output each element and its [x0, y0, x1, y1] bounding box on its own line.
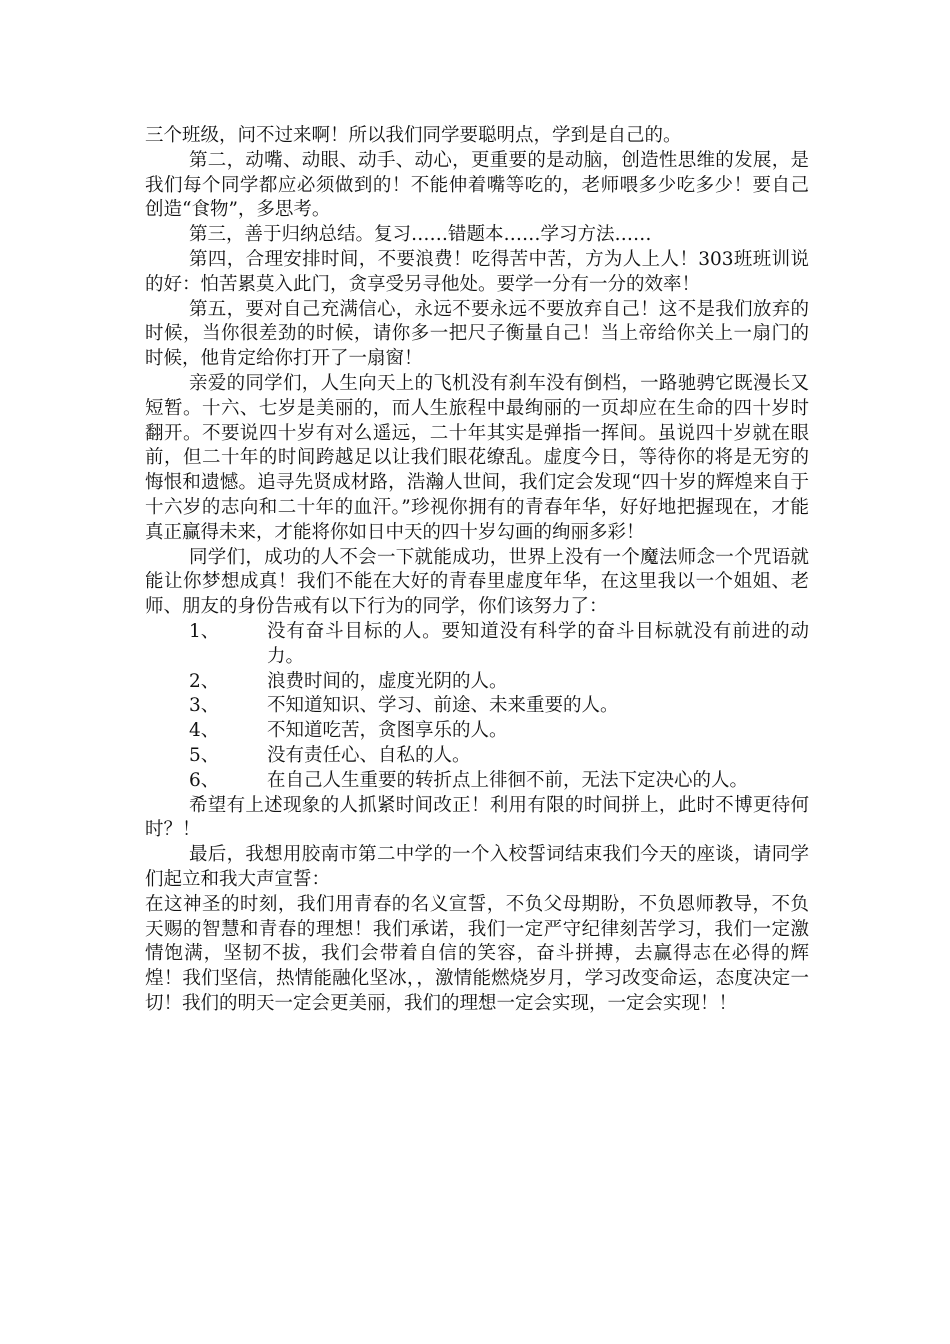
- behavior-list: [145, 620, 809, 794]
- paragraph-point-three: 第三，善于归纳总结。复习……错题本……学习方法……: [189, 224, 652, 246]
- list-number: 5、: [189, 744, 220, 766]
- list-text: 没有奋斗目标的人。要知道没有科学的奋斗目标就没有前进的动力。: [267, 620, 809, 667]
- list-number: 4、: [189, 720, 220, 742]
- list-number: 1、: [189, 620, 220, 642]
- paragraph-point-five: 第五，要对自己充满信心，永远不要永远不要放弃自己！这不是我们放弃的时候，当你很差劲的时候，请你多一把尺子衡量自己！当上帝给你关上一扇门的时候，他肯定给你打开了一扇窗！: [145, 298, 809, 370]
- list-text: 浪费时间的，虚度光阴的人。: [267, 670, 508, 692]
- list-item: [145, 670, 809, 695]
- paragraph-oath-intro: 最后，我想用胶南市第二中学的一个入校誓词结束我们今天的座谈，请同学们起立和我大声宣誓：: [145, 844, 809, 890]
- paragraph-continuation: 三个班级，问不过来啊！所以我们同学要聪明点，学到是自己的。: [145, 125, 682, 146]
- list-number: 6、: [189, 769, 220, 791]
- list-number: 3、: [189, 695, 220, 717]
- paragraph-point-four: 第四，合理安排时间，不要浪费！吃得苦中苦，方为人上人！303班班训说的好：怕苦累莫入此门，贪享受另寻他处。要学一分有一分的效率！: [145, 248, 809, 295]
- document-page: [145, 124, 809, 1017]
- list-item: [145, 744, 809, 769]
- paragraph-point-two: 第二，动嘴、动眼、动手、动心，更重要的是动脑，创造性思维的发展，是我们每个同学都应必须做到的！不能伸着嘴等吃的，老师喂多少吃多少！要自己创造“食物”，多思考。: [145, 149, 809, 221]
- paragraph-warning-intro: 同学们，成功的人不会一下就能成功，世界上没有一个魔法师念一个咒语就能让你梦想成真！我们不能在大好的青春里虚度年华，在这里我以一个姐姐、老师、朋友的身份告戒有以下行为的同学，你们该努力了：: [145, 546, 809, 618]
- list-text: 不知道吃苦，贪图享乐的人。: [267, 720, 508, 742]
- list-text: 在自己人生重要的转折点上徘徊不前，无法下定决心的人。: [267, 769, 749, 791]
- paragraph-hope: 希望有上述现象的人抓紧时间改正！利用有限的时间拼上，此时不博更待何时？！: [145, 794, 809, 841]
- list-text: 不知道知识、学习、前途、未来重要的人。: [267, 695, 619, 717]
- list-item: [145, 694, 809, 719]
- list-item: [145, 719, 809, 744]
- list-item: [145, 769, 809, 794]
- list-text: 没有责任心、自私的人。: [267, 744, 471, 766]
- paragraph-oath: 在这神圣的时刻，我们用青春的名义宣誓，不负父母期盼，不负恩师教导，不负天赐的智慧和青春的理想！我们承诺，我们一定严守纪律刻苦学习，我们一定激情饱满，坚韧不拔，我们会带着自信的笑容，奋斗拼搏，去赢得志在必得的辉煌！我们坚信，热情能融化坚冰，，激情能燃烧岁月，学习改变命运，态度决定一切！我们的明天一定会更美丽，我们的理想一定会实现，一定会实现！！: [145, 893, 809, 1014]
- list-number: 2、: [189, 670, 220, 692]
- paragraph-life-advice: 亲爱的同学们，人生向天上的飞机没有刹车没有倒档，一路驰骋它既漫长又短暂。十六、七岁是美丽的，而人生旅程中最绚丽的一页却应在生命的四十岁时翻开。不要说四十岁有对么遥远，二十年其实是弹指一挥间。虽说四十岁就在眼前，但二十年的时间跨越足以让我们眼花缭乱。虚度今日，等待你的将是无穷的悔恨和遗憾。追寻先贤成材路，浩瀚人世间，我们定会发现“四十岁的辉煌来自于十六岁的志向和二十年的血汗。”珍视你拥有的青春年华，好好地把握现在，才能真正赢得未来，才能将你如日中天的四十岁勾画的绚丽多彩！: [145, 372, 809, 543]
- list-item: [145, 620, 809, 670]
